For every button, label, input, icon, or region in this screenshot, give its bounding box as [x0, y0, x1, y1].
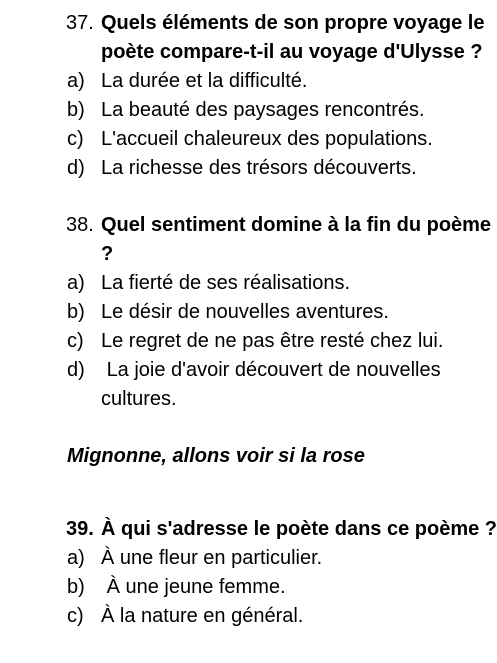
- question-text: Quel sentiment domine à la fin du poème ?: [101, 214, 492, 265]
- answer-options: [0, 269, 497, 414]
- option-text: Le regret de ne pas être resté chez lui.: [101, 330, 444, 352]
- question-38: [0, 211, 497, 414]
- answer-option-b: [0, 298, 497, 327]
- answer-option-c: [0, 125, 497, 154]
- option-letter: a): [67, 547, 85, 569]
- option-text: À une fleur en particulier.: [101, 547, 323, 569]
- question-39: [0, 515, 497, 631]
- document-page: [0, 9, 497, 631]
- option-letter: b): [67, 576, 85, 598]
- option-letter: d): [67, 157, 85, 179]
- answer-option-d: [0, 356, 497, 414]
- answer-options: [0, 544, 497, 631]
- option-text: L'accueil chaleureux des populations.: [101, 128, 433, 150]
- option-letter: b): [67, 301, 85, 323]
- option-text: La fierté de ses réalisations.: [101, 272, 351, 294]
- question-header: [0, 211, 497, 269]
- spacer: [0, 183, 497, 211]
- spacer: [0, 471, 497, 515]
- option-text: La durée et la difficulté.: [101, 70, 308, 92]
- answer-option-b: [0, 96, 497, 125]
- option-letter: c): [67, 128, 84, 150]
- option-text: La richesse des trésors découverts.: [101, 157, 417, 179]
- poem-title: Mignonne, allons voir si la rose: [67, 445, 365, 467]
- question-number: 38.: [66, 214, 94, 236]
- option-letter: c): [67, 330, 84, 352]
- option-text: Le désir de nouvelles aventures.: [101, 301, 389, 323]
- answer-option-a: [0, 67, 497, 96]
- question-number: 37.: [66, 12, 94, 34]
- question-number: 39.: [66, 518, 94, 540]
- option-text: La beauté des paysages rencontrés.: [101, 99, 425, 121]
- answer-option-d: [0, 154, 497, 183]
- option-letter: d): [67, 359, 85, 381]
- answer-option-a: [0, 544, 497, 573]
- answer-option-c: [0, 327, 497, 356]
- option-text: À une jeune femme.: [101, 576, 286, 598]
- question-37: [0, 9, 497, 183]
- spacer: [0, 414, 497, 442]
- option-letter: a): [67, 272, 85, 294]
- answer-option-c: [0, 602, 497, 631]
- answer-option-b: [0, 573, 497, 602]
- option-text: La joie d'avoir découvert de nouvelles cultures.: [101, 359, 447, 410]
- question-header: [0, 9, 497, 67]
- answer-options: [0, 67, 497, 183]
- answer-option-a: [0, 269, 497, 298]
- option-letter: a): [67, 70, 85, 92]
- question-text: À qui s'adresse le poète dans ce poème ?: [101, 518, 497, 540]
- option-letter: c): [67, 605, 84, 627]
- option-text: À la nature en général.: [101, 605, 304, 627]
- question-text: Quels éléments de son propre voyage le poète compare-t-il au voyage d'Ulysse ?: [101, 12, 485, 63]
- question-header: [0, 515, 497, 544]
- option-letter: b): [67, 99, 85, 121]
